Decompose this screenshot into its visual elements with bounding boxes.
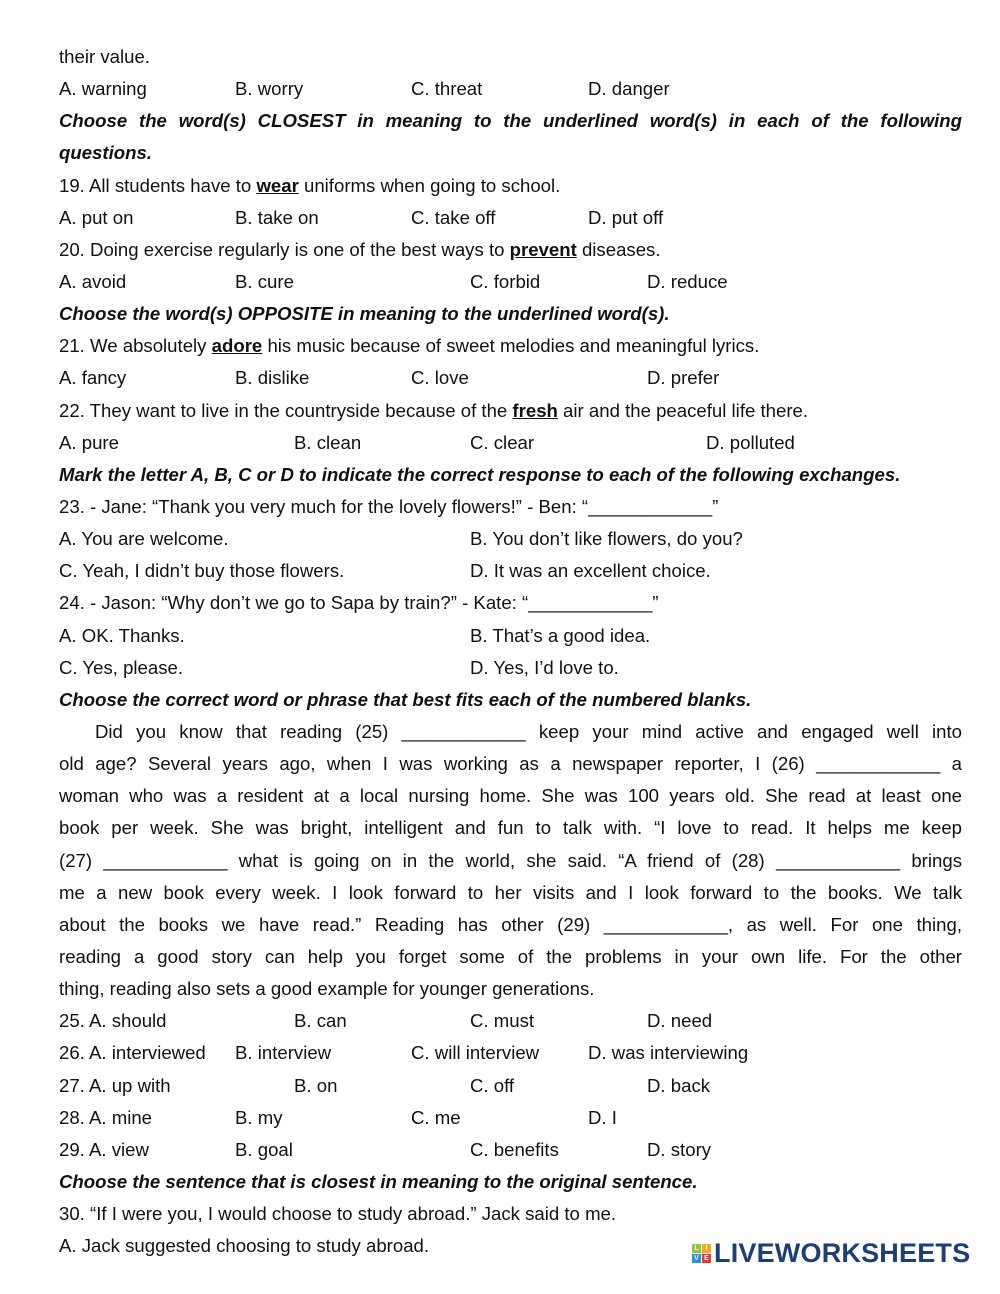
- option-b[interactable]: B. can: [294, 1010, 347, 1032]
- option-a[interactable]: 29. A. view: [59, 1138, 149, 1160]
- option-d[interactable]: D. Yes, I’d love to.: [470, 656, 619, 678]
- option-d[interactable]: D. reduce: [647, 270, 728, 292]
- passage-line: thing, reading also sets a good example for younger generations.: [59, 978, 595, 1000]
- instruction-closest-cont: questions.: [59, 142, 152, 164]
- passage-line: me a new book every week. I look forward to her visits and I look forward to the books. We talk: [59, 881, 962, 903]
- stem-text: diseases.: [576, 238, 661, 260]
- option-b[interactable]: B. dislike: [235, 367, 310, 389]
- instruction-opposite: Choose the word(s) OPPOSITE in meaning to the underlined word(s).: [59, 303, 670, 325]
- q20-options: [59, 266, 962, 298]
- q24-stem: 24. - Jason: “Why don’t we go to Sapa by train?” - Kate: “____________”: [59, 592, 659, 614]
- underlined-word: wear: [256, 174, 299, 196]
- passage-line: (27) ____________ what is going on in the world, she said. “A friend of (28) ____________ brings: [59, 849, 962, 871]
- reading-passage: [59, 716, 962, 1005]
- option-a[interactable]: A. pure: [59, 431, 119, 453]
- option-a[interactable]: 28. A. mine: [59, 1106, 153, 1128]
- instruction-sentence: Choose the sentence that is closest in meaning to the original sentence.: [59, 1170, 698, 1192]
- option-d[interactable]: D. danger: [588, 78, 670, 100]
- option-b[interactable]: B. worry: [235, 78, 304, 100]
- option-a[interactable]: A. avoid: [59, 270, 127, 292]
- q24-options-ab: [59, 620, 962, 652]
- underlined-word: fresh: [512, 399, 558, 421]
- option-b[interactable]: B. cure: [235, 270, 294, 292]
- option-c[interactable]: C. Yes, please.: [59, 656, 184, 678]
- option-b[interactable]: B. You don’t like flowers, do you?: [470, 528, 743, 550]
- option-a[interactable]: A. put on: [59, 206, 134, 228]
- option-c[interactable]: C. must: [470, 1010, 535, 1032]
- q19-options: [59, 202, 962, 234]
- option-a[interactable]: A. fancy: [59, 367, 127, 389]
- q24-options-cd: [59, 652, 962, 684]
- stem-text: 21. We absolutely: [59, 335, 212, 357]
- worksheet-page: [59, 41, 962, 1262]
- option-a[interactable]: A. warning: [59, 78, 147, 100]
- option-b[interactable]: B. my: [235, 1106, 283, 1128]
- option-b[interactable]: B. That’s a good idea.: [470, 624, 651, 646]
- instruction-cloze: Choose the correct word or phrase that best fits each of the numbered blanks.: [59, 688, 752, 710]
- option-a[interactable]: A. OK. Thanks.: [59, 624, 185, 646]
- option-c[interactable]: C. off: [470, 1074, 515, 1096]
- live-blocks-icon: L I V E: [692, 1244, 711, 1263]
- option-b[interactable]: B. on: [294, 1074, 338, 1096]
- option-d[interactable]: D. I: [588, 1106, 617, 1128]
- stem-text: air and the peaceful life there.: [557, 399, 809, 421]
- underlined-word: adore: [211, 335, 263, 357]
- instruction-closest: Choose the word(s) CLOSEST in meaning to the underlined word(s) in each of the following: [59, 110, 962, 132]
- q30-option-a[interactable]: A. Jack suggested choosing to study abroad.: [59, 1235, 430, 1257]
- option-c[interactable]: C. love: [411, 367, 469, 389]
- q21-options: [59, 362, 962, 394]
- q22-options: [59, 427, 962, 459]
- stem-text: uniforms when going to school.: [298, 174, 561, 196]
- option-d[interactable]: D. put off: [588, 206, 664, 228]
- option-d[interactable]: D. story: [647, 1138, 712, 1160]
- stem-text: his music because of sweet melodies and meaningful lyrics.: [262, 335, 760, 357]
- q21-stem: [59, 330, 962, 362]
- passage-line: reading a good story can help you forget some of the problems in your own life. For the other: [59, 945, 962, 967]
- passage-line: old age? Several years ago, when I was working as a newspaper reporter, I (26) ____________ a: [59, 753, 962, 775]
- option-a[interactable]: A. You are welcome.: [59, 528, 229, 550]
- q18-options: [59, 73, 962, 105]
- liveworksheets-logo: [692, 1238, 970, 1269]
- stem-text: 22. They want to live in the countryside because of the: [59, 399, 513, 421]
- option-c[interactable]: C. me: [411, 1106, 461, 1128]
- q25-options: [59, 1005, 962, 1037]
- q27-options: [59, 1070, 962, 1102]
- option-b[interactable]: B. interview: [235, 1042, 332, 1064]
- passage-line: woman who was a resident at a local nursing home. She was 100 years old. She read at least one: [59, 785, 962, 807]
- option-a[interactable]: 25. A. should: [59, 1010, 167, 1032]
- stem-text: 19. All students have to: [59, 174, 257, 196]
- option-b[interactable]: B. take on: [235, 206, 319, 228]
- q30-stem: 30. “If I were you, I would choose to study abroad.” Jack said to me.: [59, 1203, 617, 1225]
- option-c[interactable]: C. benefits: [470, 1138, 559, 1160]
- option-c[interactable]: C. will interview: [411, 1042, 540, 1064]
- q28-options: [59, 1102, 962, 1134]
- q18-tail: their value.: [59, 46, 150, 67]
- option-c[interactable]: C. take off: [411, 206, 496, 228]
- q23-options-ab: [59, 523, 962, 555]
- instruction-response: Mark the letter A, B, C or D to indicate the correct response to each of the following exchanges.: [59, 463, 901, 485]
- q26-options: [59, 1037, 962, 1069]
- option-c[interactable]: C. threat: [411, 78, 483, 100]
- q23-stem: 23. - Jane: “Thank you very much for the lovely flowers!” - Ben: “____________”: [59, 495, 719, 517]
- q22-stem: [59, 395, 962, 427]
- option-b[interactable]: B. goal: [235, 1138, 293, 1160]
- q29-options: [59, 1134, 962, 1166]
- option-c[interactable]: C. forbid: [470, 270, 541, 292]
- option-d[interactable]: D. was interviewing: [588, 1042, 749, 1064]
- passage-line: book per week. She was bright, intelligent and fun to talk with. “I love to read. It helps me keep: [59, 817, 962, 839]
- option-a[interactable]: 27. A. up with: [59, 1074, 171, 1096]
- q19-stem: [59, 170, 962, 202]
- option-c[interactable]: C. clear: [470, 431, 535, 453]
- option-b[interactable]: B. clean: [294, 431, 362, 453]
- q20-stem: [59, 234, 962, 266]
- option-d[interactable]: D. back: [647, 1074, 711, 1096]
- option-d[interactable]: D. polluted: [706, 431, 795, 453]
- option-d[interactable]: D. It was an excellent choice.: [470, 560, 711, 582]
- q23-options-cd: [59, 555, 962, 587]
- logo-text: LIVEWORKSHEETS: [714, 1238, 971, 1268]
- passage-line: Did you know that reading (25) ____________ keep your mind active and engaged well into: [95, 720, 962, 742]
- stem-text: 20. Doing exercise regularly is one of the best ways to: [59, 238, 510, 260]
- option-c[interactable]: C. Yeah, I didn’t buy those flowers.: [59, 560, 345, 582]
- option-d[interactable]: D. prefer: [647, 367, 720, 389]
- underlined-word: prevent: [509, 238, 577, 260]
- passage-line: about the books we have read.” Reading has other (29) ____________, as well. For one thing,: [59, 913, 962, 935]
- option-a[interactable]: 26. A. interviewed: [59, 1042, 206, 1064]
- option-d[interactable]: D. need: [647, 1010, 713, 1032]
